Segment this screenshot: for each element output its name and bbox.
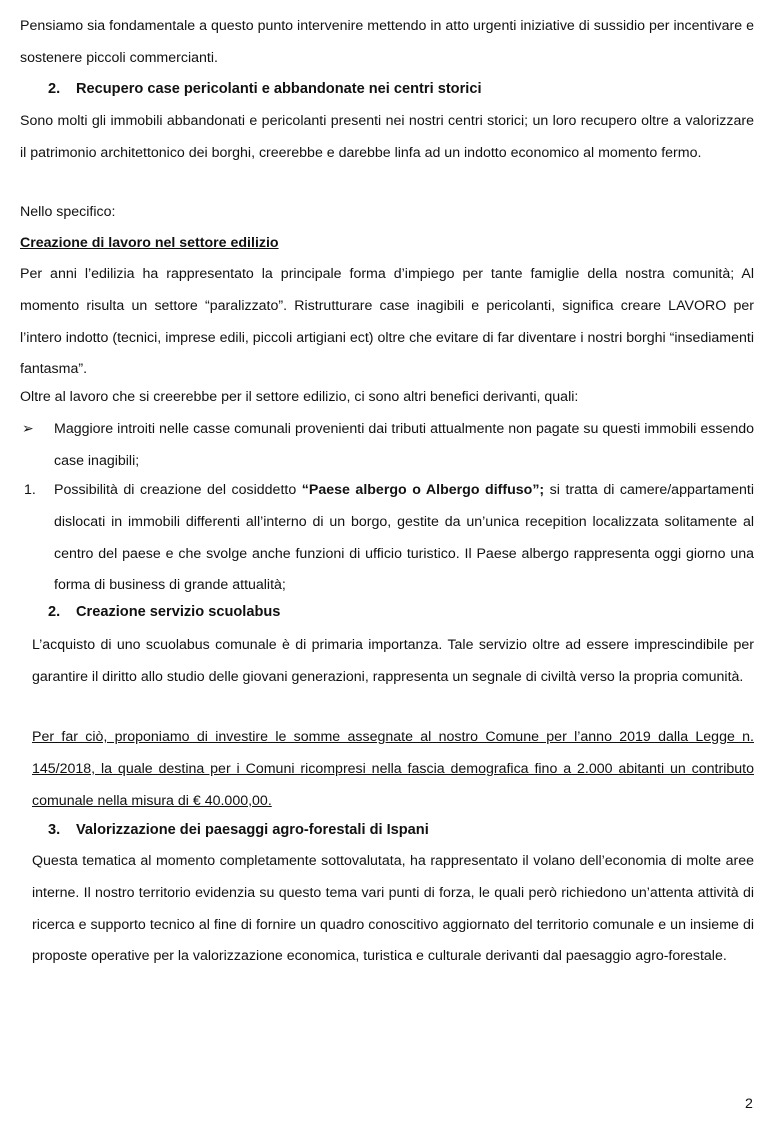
albergo-text-post: si tratta di camere/appartamenti dislocati in immobili differenti all’interno di un borgo, gestite da un’unica recepition localizzata solitamente al centro del paese e che svolge anche funzioni di ufficio turistico. Il Paese albergo rappresenta oggi giorno una forma di business di grande attualità; [54,482,754,594]
section-title: Valorizzazione dei paesaggi agro-forestali di Ispani [76,822,429,838]
section-heading-recupero [48,74,482,106]
section-heading-scuolabus [48,597,280,629]
paesaggi-paragraph: Questa tematica al momento completamente sottovalutata, ha rappresentato il volano dell’economia di molte aree interne. Il nostro territorio evidenzia su questo tema vari punti di forza, le quali però richiedono un’attenta attività di ricerca e supporto tecnico al fine di fornire un quadro conoscitivo aggiornato del territorio comunale e un insieme di proposte operative per la valorizzazione economica, turistica e culturale derivanti dal paesaggio agro-forestale. [32,853,754,965]
list-item-albergo-diffuso [54,475,754,602]
section-heading-paesaggi [48,815,429,847]
section-number: 2. [48,604,61,620]
albergo-diffuso-highlight: “Paese albergo o Albergo diffuso”; [301,482,545,498]
bullet-arrow-icon: ➢ [22,421,34,437]
benefits-intro: Oltre al lavoro che si creerebbe per il settore edilizio, ci sono altri benefici derivanti, quali: [20,389,579,405]
nello-specifico-label: Nello specifico: [20,204,116,220]
page-number: 2 [745,1096,753,1112]
funding-paragraph: Per far ciò, proponiamo di investire le somme assegnate al nostro Comune per l’anno 2019 dalla Legge n. 145/2018, la quale destina per i Comuni ricompresi nella fascia demografica fino a 2.000 abitanti un contributo comunale nella misura di € 40.000,00. [32,729,754,809]
recupero-paragraph: Sono molti gli immobili abbandonati e pericolanti presenti nei nostri centri storici; un loro recupero oltre a valorizzare il patrimonio architettonico dei borghi, creerebbe e darebbe linfa ad un indotto economico al momento fermo. [20,113,754,161]
intro-paragraph: Pensiamo sia fondamentale a questo punto intervenire mettendo in atto urgenti iniziative di sussidio per incentivare e sostenere piccoli commercianti. [20,18,754,66]
bullet-item-introiti: Maggiore introiti nelle casse comunali provenienti dai tributi attualmente non pagate su questi immobili essendo case inagibili; [54,421,754,469]
albergo-text-pre: Possibilità di creazione del cosiddetto [54,482,302,498]
edilizia-paragraph: Per anni l’edilizia ha rappresentato la principale forma d’impiego per tante famiglie della nostra comunità; Al momento risulta un settore “paralizzato”. Ristrutturare case inagibili e pericolanti, significa creare LAVORO per l’intero indotto (tecnici, imprese edili, piccoli artigiani ect) oltre che evitare di far diventare i nostri borghi “insediamenti fantasma”. [20,266,754,378]
section-title: Recupero case pericolanti e abbandonate nei centri storici [76,81,482,97]
section-number: 3. [48,822,61,838]
scuolabus-paragraph: L’acquisto di uno scuolabus comunale è di primaria importanza. Tale servizio oltre ad essere imprescindibile per garantire il diritto allo studio delle giovani generazioni, rappresenta un segnale di civiltà verso la propria comunità. [32,637,754,685]
list-number-1: 1. [24,482,36,498]
section-title: Creazione servizio scuolabus [76,604,281,620]
subheading-lavoro-edilizio: Creazione di lavoro nel settore edilizio [20,235,279,251]
section-number: 2. [48,81,61,97]
